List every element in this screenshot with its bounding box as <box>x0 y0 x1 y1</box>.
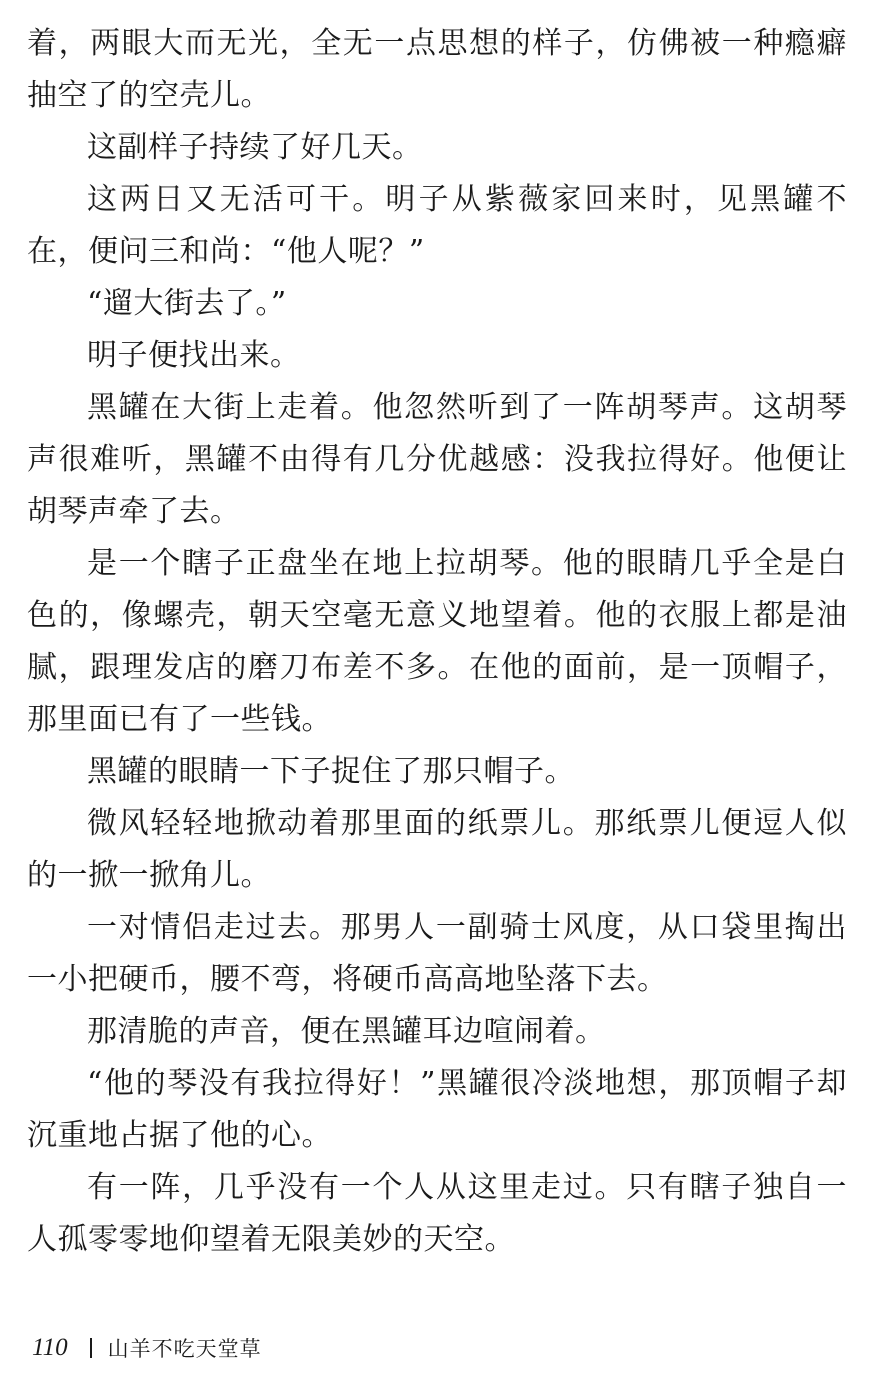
paragraph: 有一阵，几乎没有一个人从这里走过。只有瞎子独自一人孤零零地仰望着无限美妙的天空。 <box>27 1170 847 1257</box>
paragraph: 这两日又无活可干。明子从紫薇家回来时，见黑罐不在，便问三和尚：“他人呢？” <box>27 182 847 269</box>
paragraph: 这副样子持续了好几天。 <box>87 130 423 165</box>
paragraph: “遛大街去了。” <box>87 286 287 321</box>
body-text <box>27 18 847 1266</box>
paragraph: 黑罐的眼睛一下子捉住了那只帽子。 <box>87 754 575 789</box>
paragraph: 明子便找出来。 <box>87 338 301 373</box>
paragraph: 着，两眼大而无光，全无一点思想的样子，仿佛被一种瘾癖抽空了的空壳儿。 <box>27 26 847 113</box>
book-title: 山羊不吃天堂草 <box>107 1337 262 1361</box>
paragraph: 是一个瞎子正盘坐在地上拉胡琴。他的眼睛几乎全是白色的，像螺壳，朝天空毫无意义地望着。他的衣服上都是油腻，跟理发店的磨刀布差不多。在他的面前，是一顶帽子，那里面已有了一些钱。 <box>27 546 847 737</box>
paragraph: 那清脆的声音，便在黑罐耳边喧闹着。 <box>87 1014 606 1049</box>
paragraph: 黑罐在大街上走着。他忽然听到了一阵胡琴声。这胡琴声很难听，黑罐不由得有几分优越感：没我拉得好。他便让胡琴声牵了去。 <box>27 390 847 529</box>
page-number: 110 <box>32 1334 68 1361</box>
footer-divider <box>90 1338 92 1358</box>
paragraph: 微风轻轻地掀动着那里面的纸票儿。那纸票儿便逗人似的一掀一掀角儿。 <box>27 806 847 893</box>
paragraph: “他的琴没有我拉得好！”黑罐很冷淡地想，那顶帽子却沉重地占据了他的心。 <box>27 1066 847 1153</box>
page-footer <box>32 1328 262 1368</box>
paragraph: 一对情侣走过去。那男人一副骑士风度，从口袋里掏出一小把硬币，腰不弯，将硬币高高地坠落下去。 <box>27 910 847 997</box>
